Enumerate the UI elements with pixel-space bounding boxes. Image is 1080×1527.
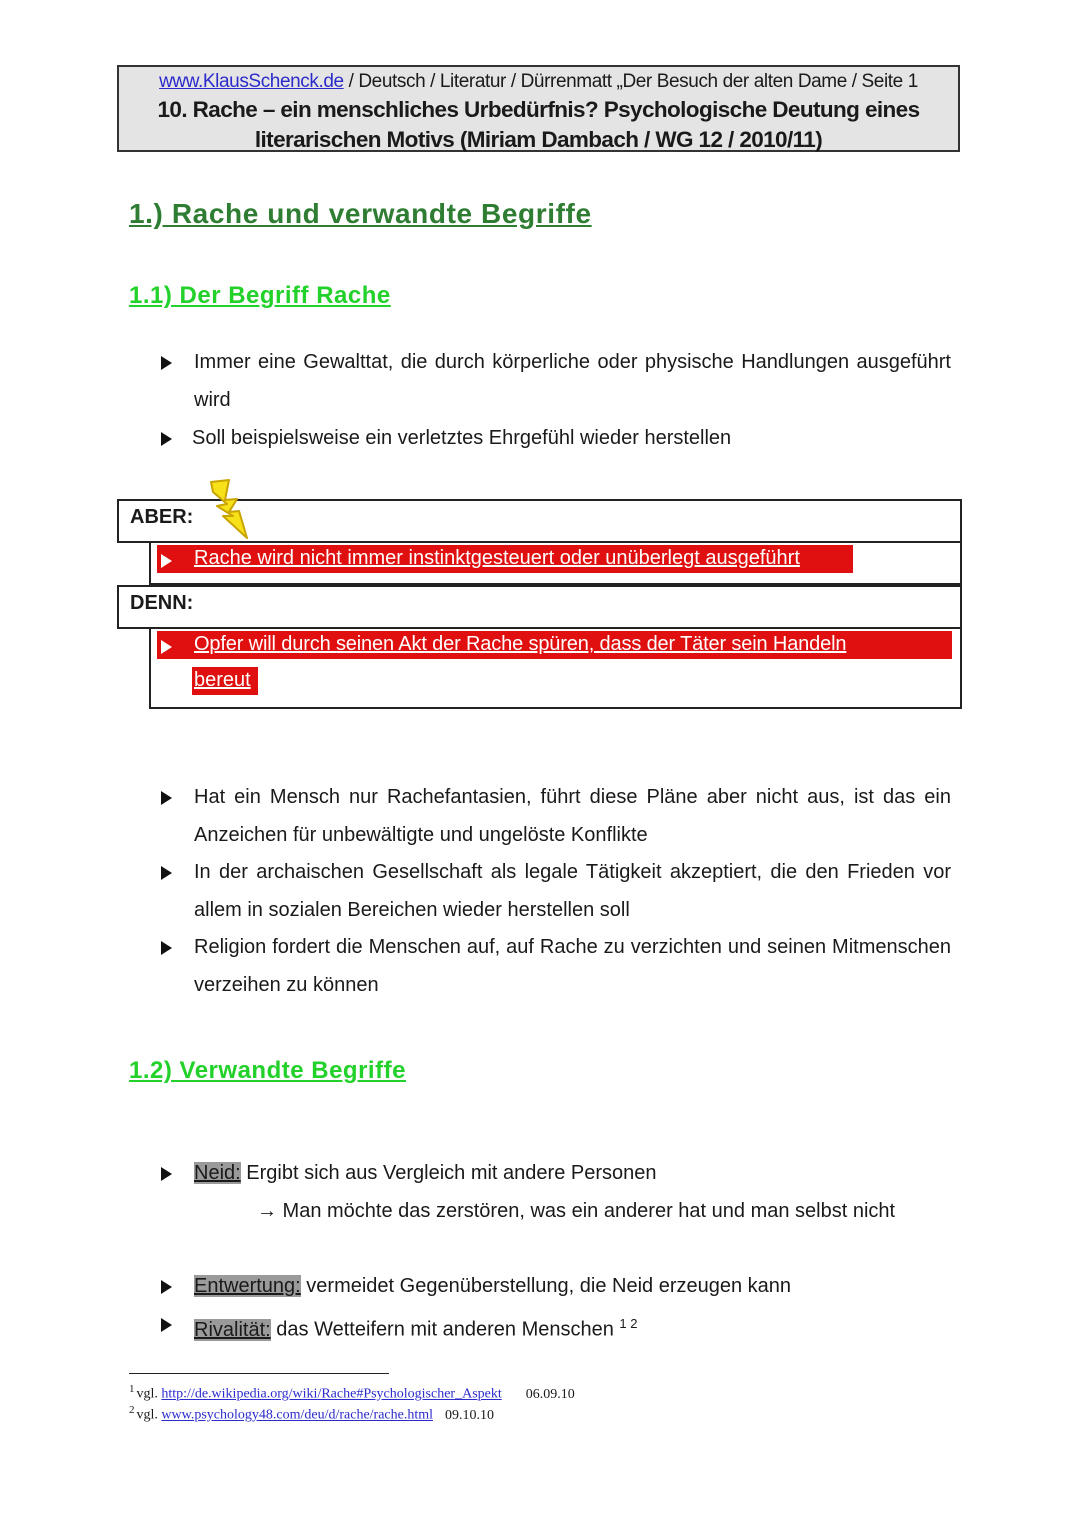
breadcrumb: / Deutsch / Literatur / Dürrenmatt „Der Besuch der alten Dame / Seite 1 <box>343 71 918 92</box>
term-definition: Ergibt sich aus Vergleich mit andere Personen <box>240 1162 657 1184</box>
arrowhead-bullet-icon <box>161 1305 183 1343</box>
list-item-text: In der archaischen Gesellschaft als legale Tätigkeit akzeptiert, die den Frieden vor allem in sozialen Bereichen wieder herstellen soll <box>194 861 951 921</box>
footnote-prefix: vgl. <box>136 1407 162 1423</box>
footnote-prefix: vgl. <box>136 1386 162 1402</box>
list-item <box>161 778 951 854</box>
subsection-heading-1: 1.1) Der Begriff Rache <box>129 282 391 309</box>
footnote-link[interactable]: www.psychology48.com/deu/d/rache/rache.html <box>161 1407 434 1423</box>
aber-label: ABER: <box>130 506 194 528</box>
section-heading: 1.) Rache und verwandte Begriffe <box>129 198 592 229</box>
denn-text-line-1: Opfer will durch seinen Akt der Rache spüren, dass der Täter sein Handeln <box>194 633 847 655</box>
footnote-divider <box>129 1373 389 1374</box>
arrowhead-bullet-icon <box>161 419 183 457</box>
denn-text-line-2: bereut <box>194 669 251 691</box>
footnote-link[interactable]: http://de.wikipedia.org/wiki/Rache#Psychologischer_Aspekt <box>161 1386 502 1402</box>
arrowhead-bullet-icon <box>161 1267 183 1305</box>
arrowhead-bullet-icon <box>161 343 183 381</box>
arrowhead-bullet-icon <box>161 778 183 816</box>
arrowhead-bullet-icon <box>161 552 172 570</box>
list-item-text: Immer eine Gewalttat, die durch körperliche oder physische Handlungen ausgeführt wird <box>194 351 951 411</box>
footnote-number: 1 <box>129 1383 135 1395</box>
aber-statement <box>161 547 961 573</box>
list-item <box>161 853 951 929</box>
term-item-neid <box>161 1154 951 1192</box>
arrowhead-bullet-icon <box>161 928 183 966</box>
term-label: Entwertung: <box>194 1275 301 1297</box>
term-definition: das Wetteifern mit anderen Menschen <box>270 1318 614 1341</box>
lightning-bolt-icon <box>203 478 253 540</box>
term-item-entwertung <box>161 1267 951 1305</box>
footnote-date: 09.10.10 <box>445 1407 495 1423</box>
page-title <box>119 95 958 155</box>
footnote-references[interactable]: 1 2 <box>619 1316 638 1331</box>
title-line-2: literarischen Motivs (Miriam Dambach / WG 12 / 2010/11) <box>254 127 823 152</box>
arrowhead-bullet-icon <box>161 853 183 891</box>
footnote-2 <box>129 1404 494 1424</box>
list-item <box>161 343 951 419</box>
denn-box <box>117 585 962 629</box>
site-link[interactable]: www.KlausSchenck.de <box>159 71 344 92</box>
list-item-text: Religion fordert die Menschen auf, auf Rache zu verzichten und seinen Mitmenschen verzeihen zu können <box>194 936 951 996</box>
term-label: Rivalität: <box>194 1318 271 1341</box>
denn-statement <box>161 633 961 697</box>
aber-text: Rache wird nicht immer instinktgesteuert oder unüberlegt ausgeführt <box>194 547 800 569</box>
list-item <box>161 419 951 457</box>
neid-explanation: → Man möchte das zerstören, was ein anderer hat und man selbst nicht <box>257 1200 896 1222</box>
title-line-1: 10. Rache – ein menschliches Urbedürfnis? Psychologische Deutung eines <box>157 97 920 122</box>
list-item-text: Hat ein Mensch nur Rachefantasien, führt diese Pläne aber nicht aus, ist das ein Anzeichen für unbewältigte und ungelöste Konflikte <box>194 786 951 846</box>
footnote-1 <box>129 1383 575 1403</box>
header-breadcrumb-line <box>119 71 958 93</box>
term-definition: vermeidet Gegenüberstellung, die Neid erzeugen kann <box>300 1275 792 1297</box>
list-item <box>161 928 951 1004</box>
footnote-number: 2 <box>129 1404 135 1416</box>
document-header <box>117 65 960 152</box>
list-item-text: Soll beispielsweise ein verletztes Ehrgefühl wieder herstellen <box>192 427 732 449</box>
footnote-date: 06.09.10 <box>525 1386 575 1402</box>
term-label: Neid: <box>194 1162 241 1184</box>
term-item-rivalitaet <box>161 1305 951 1349</box>
subsection-heading-2: 1.2) Verwandte Begriffe <box>129 1057 406 1084</box>
arrowhead-bullet-icon <box>161 638 172 656</box>
arrowhead-bullet-icon <box>161 1154 183 1192</box>
denn-label: DENN: <box>130 592 194 614</box>
